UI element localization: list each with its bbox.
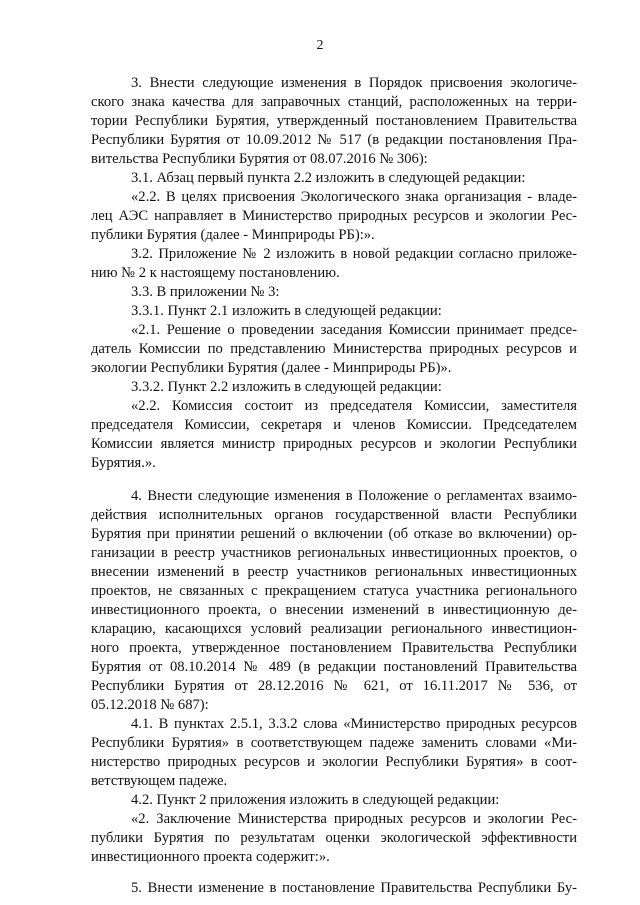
text-line: проектов, не связанных с прекращением статуса участника регионального: [91, 583, 577, 599]
text-line: 4.2. Пункт 2 приложения изложить в следующей редакции:: [131, 792, 500, 808]
text-line: «2. Заключение Министерства природных ресурсов и экологии Рес-: [131, 811, 577, 827]
text-line: ского знака качества для заправочных станций, расположенных на терри-: [91, 94, 577, 110]
page-number: 2: [316, 38, 324, 53]
text-line: кларацию, касающихся условий реализации регионального инвестицион-: [91, 621, 577, 637]
text-line: «2.2. Комиссия состоит из председателя Комиссии, заместителя: [131, 398, 577, 414]
text-line: 3.1. Абзац первый пункта 2.2 изложить в следующей редакции:: [131, 170, 526, 186]
text-line: ветствующем падеже.: [91, 773, 228, 789]
text-line: вительства Республики Бурятия от 08.07.2016 № 306):: [91, 151, 428, 167]
text-line: 3. Внести следующие изменения в Порядок присвоения экологиче-: [131, 75, 577, 91]
text-line: 05.12.2018 № 687):: [91, 697, 209, 713]
text-line: «2.2. В целях присвоения Экологического знака организация - владе-: [131, 189, 577, 205]
text-line: Комиссии является министр природных ресурсов и экологии Республики: [91, 436, 577, 452]
text-line: Бурятия при принятии решений о включении (об отказе во включении) ор-: [91, 526, 577, 542]
text-line: председателя Комиссии, секретаря и членов Комиссии. Председателем: [91, 417, 577, 433]
text-line: действия исполнительных органов государственной власти Республики: [91, 507, 577, 523]
text-line: публики Бурятия (далее - Минприроды РБ):».: [91, 227, 375, 243]
text-line: ганизации в реестр участников региональных инвестиционных проектов, о: [91, 545, 577, 561]
text-line: «2.1. Решение о проведении заседания Комиссии принимает предсе-: [131, 322, 577, 338]
text-line: 4.1. В пунктах 2.5.1, 3.3.2 слова «Министерство природных ресурсов: [131, 716, 577, 732]
text-line: 3.3.1. Пункт 2.1 изложить в следующей редакции:: [131, 303, 442, 319]
text-line: лец АЭС направляет в Министерство природных ресурсов и экологии Рес-: [91, 208, 577, 224]
text-line: экологии Республики Бурятия (далее - Минприроды РБ)».: [91, 360, 452, 376]
text-line: 5. Внести изменение в постановление Правительства Республики Бу-: [131, 880, 577, 896]
text-line: внесении изменений в реестр участников региональных инвестиционных: [91, 564, 577, 580]
text-line: Республики Бурятия» в соответствующем падеже заменить словами «Ми-: [91, 735, 577, 751]
text-line: 3.3.2. Пункт 2.2 изложить в следующей редакции:: [131, 379, 442, 395]
text-line: инвестиционного проекта, о внесении изменений в инвестиционную де-: [91, 602, 577, 618]
text-line: датель Комиссии по представлению Министерства природных ресурсов и: [91, 341, 577, 357]
text-line: 3.3. В приложении № 3:: [131, 284, 280, 300]
text-line: Бурятия.».: [91, 455, 156, 471]
text-line: нию № 2 к настоящему постановлению.: [91, 265, 340, 281]
text-line: инвестиционного проекта содержит:».: [91, 849, 330, 865]
text-line: 4. Внести следующие изменения в Положение о регламентах взаимо-: [131, 488, 577, 504]
text-line: 3.2. Приложение № 2 изложить в новой редакции согласно приложе-: [131, 246, 577, 262]
text-line: Республики Бурятия от 10.09.2012 № 517 (в редакции постановления Пра-: [91, 132, 577, 148]
text-line: публики Бурятия по результатам оценки экологической эффективности: [91, 830, 577, 846]
text-line: ного проекта, утвержденное постановлением Правительства Республики: [91, 640, 577, 656]
text-line: Бурятия от 08.10.2014 № 489 (в редакции постановлений Правительства: [91, 659, 577, 675]
text-line: Республики Бурятия от 28.12.2016 № 621, от 16.11.2017 № 536, от: [91, 678, 577, 694]
text-line: тории Республики Бурятия, утвержденный постановлением Правительства: [91, 113, 577, 129]
text-line: нистерство природных ресурсов и экологии Республики Бурятия» в соот-: [91, 754, 577, 770]
